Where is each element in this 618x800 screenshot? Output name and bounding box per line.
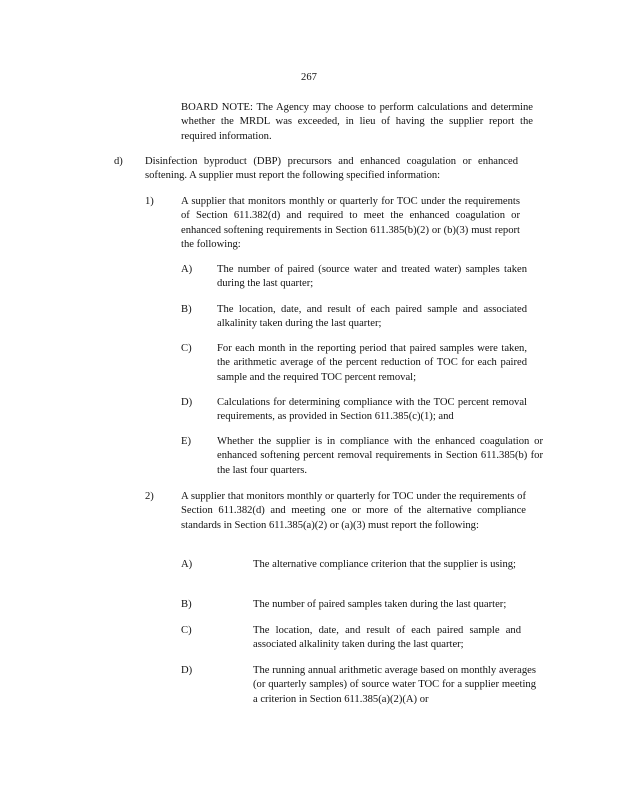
- item-1-a-text: The number of paired (source water and treated water) samples taken during the last quarter;: [217, 264, 527, 290]
- section-d-label: d): [114, 156, 123, 167]
- item-1-c-label: C): [181, 343, 192, 354]
- item-1-b-label: B): [181, 304, 192, 315]
- item-2-text: A supplier that monitors monthly or quarterly for TOC under the requirements of Section 611.382(d) and meeting one or more of the alternative compliance standards in Section 611.385(a)(2) or (a)(3) must report the following:: [181, 491, 526, 531]
- item-2-b-text: The number of paired samples taken during the last quarter;: [253, 599, 507, 610]
- item-1-a-label: A): [181, 264, 193, 275]
- section-d-text: Disinfection byproduct (DBP) precursors and enhanced coagulation or enhanced softening. A supplier must report the following specified information:: [145, 156, 518, 182]
- item-1-label: 1): [145, 196, 154, 207]
- item-2-a-text: The alternative compliance criterion that the supplier is using;: [253, 559, 516, 570]
- item-1-d-text: Calculations for determining compliance with the TOC percent removal requirements, as provided in Section 611.385(c)(1); and: [217, 397, 527, 423]
- item-1-e-text: Whether the supplier is in compliance with the enhanced coagulation or enhanced softening percent removal requirements in Section 611.385(b) for the last four quarters.: [217, 436, 543, 476]
- board-note: BOARD NOTE: The Agency may choose to perform calculations and determine whether the MRDL was exceeded, in lieu of having the supplier report the required information.: [181, 102, 533, 142]
- item-2-c-label: C): [181, 625, 192, 636]
- item-1-d-label: D): [181, 397, 193, 408]
- item-2-d-label: D): [181, 665, 193, 676]
- item-2-b-label: B): [181, 599, 192, 610]
- item-1-text: A supplier that monitors monthly or quarterly for TOC under the requirements of Section 611.382(d) and required to meet the enhanced coagulation or enhanced softening requirements in Section 611.385(b)(2) or (b)(3) must report the following:: [181, 196, 520, 251]
- item-2-d-text: The running annual arithmetic average based on monthly averages (or quarterly samples) of source water TOC for a supplier meeting a criterion in Section 611.385(a)(2)(A) or: [253, 665, 536, 705]
- item-2-label: 2): [145, 491, 154, 502]
- item-1-c-text: For each month in the reporting period that paired samples were taken, the arithmetic average of the percent reduction of TOC for each paired sample and the required TOC percent removal;: [217, 343, 527, 383]
- item-2-c-text: The location, date, and result of each paired sample and associated alkalinity taken during the last quarter;: [253, 625, 521, 651]
- item-1-b-text: The location, date, and result of each paired sample and associated alkalinity taken during the last quarter;: [217, 304, 527, 330]
- item-1-e-label: E): [181, 436, 191, 447]
- item-2-a-label: A): [181, 559, 193, 570]
- page-number: 267: [301, 72, 317, 83]
